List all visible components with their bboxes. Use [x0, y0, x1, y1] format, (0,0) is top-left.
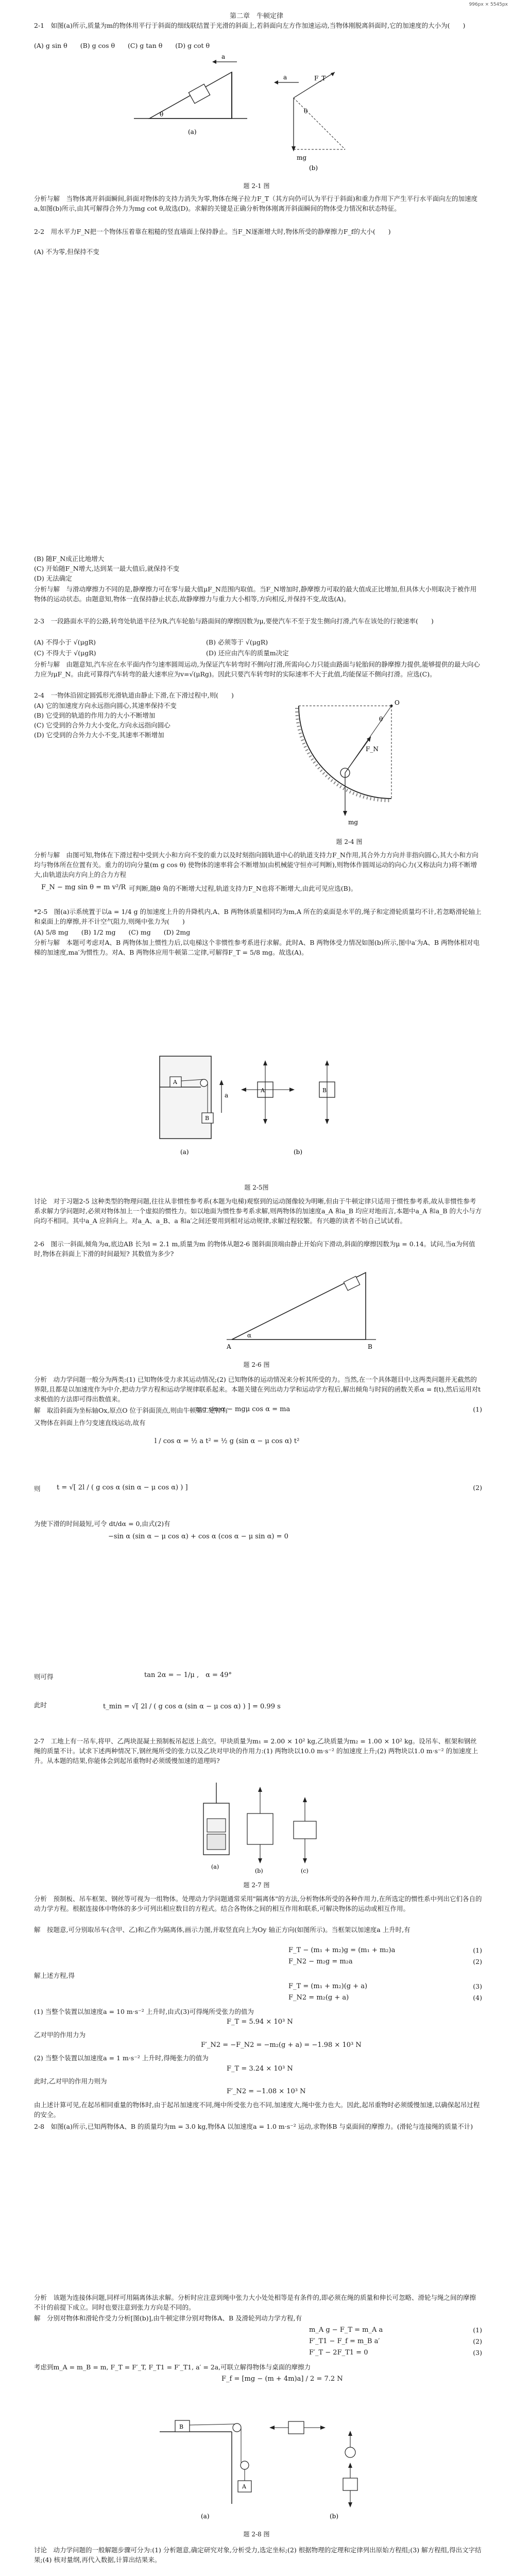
q2-1-analysis: 分析与解 当物体离开斜面瞬间,斜面对物体的支持力消失为零,物体在绳子拉力F_T（其方向仍可认为平行于斜面)和重力作用下产生平行水平面向左的加速度a,如图(b)所示,由其可解得合外力为mg cot θ,故选(D)。求解的关键是正确分析物体刚离开斜面瞬间的物体受力情况和状态特征。: [34, 195, 478, 212]
q2-6-eq2: l / cos α = ½ a t² = ½ g (sin α − μ cos α) t²: [155, 1437, 300, 1445]
theta-label: θ: [379, 716, 383, 723]
caption-2-8: 题 2-8 图: [243, 2531, 270, 2538]
fig-a-label: (a): [201, 2513, 210, 2520]
q2-2-opt-d: (D) 无法确定: [34, 574, 72, 582]
q2-7-stem: 2-7 工地上有一吊车,将甲、乙两块混凝土预制板吊起送上高空。甲块质量为m₁ = 2.00 × 10² kg,乙块质量为m₂ = 1.00 × 10² kg。设吊车、框架和钢丝绳的质量不计。试求下述两种情况下,钢丝绳所受的张力以及乙块对甲块的作用力:(1) 两物块以10.0 m·s⁻² 的加速度上升;(2) 两物块以1.0 m·s⁻² 的加速度上升。从本题的结果,你能体会到起吊重物时必须缓慢加速的道理吗?: [34, 1737, 478, 1765]
elevator-diagram: [160, 1056, 228, 1156]
q2-7-eq-c: F_T = (m₁ + m₂)(g + a): [288, 1982, 368, 1990]
point-a-label: A: [227, 1343, 231, 1350]
caption-2-5: 题 2-5图: [244, 1184, 269, 1191]
free-body-diagrams: [241, 1060, 335, 1156]
q2-7-eq-c-no: (3): [473, 1982, 482, 1990]
q2-4-analysis-end: 可判断,随θ 角的不断增大过程,轨道支持力F_N也将不断增大,由此可见应选(B)。: [129, 885, 357, 892]
q2-5-options: (A) 5/8 mg (B) 1/2 mg (C) mg (D) 2mg: [34, 928, 191, 936]
q2-7-eq-d-no: (4): [473, 1994, 482, 2002]
q2-8-eq-c: F′_T − 2F_T1 = 0: [309, 2349, 368, 2357]
accel-b-label: a: [283, 74, 287, 81]
q2-5-analysis: 分析与解 本题可考虑对A、B 两物体加上惯性力后,以电梯这个非惯性参考系进行求解。此时A、B 两物体受力情况如图(b)所示,图中a′为A、B 两物体相对电梯的加速度,ma′为惯性力。对A、B 两物体应用牛顿第二定律,可解得F_T = 5/8 mg。故选(A)。: [34, 939, 480, 956]
fig-b-label: (b): [330, 2513, 339, 2520]
q2-7-conclusion: 由上述计算可见,在起吊相同重量的物体时,由于起吊加速度不同,绳中所受张力也不同,加速度大,绳中张力也大。因此,起吊重物时必须缓慢加速,以确保起吊过程的安全。: [34, 2101, 480, 2119]
q2-7-analysis: 分析 预制板、吊车框架、钢丝等可视为一组物体。处理动力学问题通常采用"隔离体"的方法,分析物体所受的各种作用力,在所选定的惯性系中列出它们各自的动力学方程。根据连接体中物体的多少可列出相应数目的方程式。结合各物体之间的相互作用和联系,可解决物体的运动或相互作用。: [34, 1895, 482, 1912]
q2-6-analysis: 分析 动力学问题一般分为两类:(1) 已知物体受力求其运动情况;(2) 已知物体的运动情况来分析其所受的力。当然,在一个具体题目中,这两类问题并无截然的界限,且都是以加速度作为中介,把动力学方程和运动学规律联系起来。本题关键在列出动力学和运动学方程后,解出倾角与时间的函数关系α = f(t),然后运用对t 求极值的方法即可得出数值来。: [34, 1376, 481, 1403]
q2-8-eq-b: F′_T1 − F_f = m_B a′: [309, 2337, 380, 2345]
alpha-label: α: [247, 1332, 252, 1339]
q2-6-eq1: mg sin α − mgμ cos α = ma: [196, 1405, 290, 1413]
q2-4-opt-a: (A) 它的加速度方向永远指向圆心,其速率保持不变: [34, 702, 177, 709]
fbd-whole: [247, 1787, 273, 1874]
q2-1-options: (A) g sin θ (B) g cos θ (C) g tan θ (D) g cot θ: [34, 42, 210, 49]
figure-2-1: [129, 52, 366, 175]
block-a-label: A: [173, 1079, 177, 1086]
q2-7-eq-h: F′_N2 = −1.08 × 10³ N: [227, 2088, 306, 2095]
q2-6-eq5: tan 2α = − 1/μ , α = 49°: [144, 1671, 232, 1679]
q2-6-text5: 则可得: [34, 1673, 54, 1681]
q2-6-solution: 解 取沿斜面为坐标轴Ox,原点O 位于斜面顶点,则由牛顿第二定律有: [34, 1406, 228, 1414]
fig-c-label: (c): [301, 1868, 309, 1874]
fbd-b-label: B: [322, 1087, 327, 1094]
q2-4-stem: 2-4 一物体沿固定圆弧形光滑轨道由静止下滑,在下滑过程中,则( ): [34, 691, 234, 699]
q2-8-eq-d: F_f = [mg − (m + 4m)a] / 2 = 7.2 N: [221, 2375, 343, 2383]
block-b-label: B: [179, 2424, 184, 2430]
point-b-label: B: [368, 1343, 372, 1350]
q2-2-stem: 2-2 用水平力F_N把一个物体压着靠在粗糙的竖直墙面上保持静止。当F_N逐渐增大时,物体所受的静摩擦力F_f的大小( ): [34, 228, 391, 235]
fn-label: F_N: [366, 745, 379, 753]
fig-b-label: (b): [309, 164, 318, 172]
figure-2-4: [288, 696, 412, 835]
q2-7-eq-b-no: (2): [473, 1958, 482, 1965]
q2-3-opt-c: (C) 不得大于 √(μgR): [34, 649, 96, 657]
q2-2-opt-b: (B) 随F_N成正比地增大: [34, 555, 105, 563]
fbd-a-label: A: [261, 1087, 265, 1094]
caption-2-1: 题 2-1 图: [243, 182, 270, 190]
q2-8-analysis: 分析 该题为连接体问题,同样可用隔离体法求解。分析时应注意到绳中张力大小处处相等是有条件的,即必须在绳的质量和伸长可忽略、滑轮与绳之间的摩擦不计的前提下成立。同时也要注意到张力方向是不同的。: [34, 2294, 476, 2311]
tension-label: F_T: [314, 75, 326, 82]
q2-6-eq2-no: (2): [473, 1484, 482, 1492]
pulley-setup: [160, 2420, 251, 2520]
figure-2-7: [196, 1780, 340, 1878]
theta-label: θ: [160, 111, 164, 118]
q2-6-text2: 又物体在斜面上作匀变速直线运动,故有: [34, 1419, 146, 1427]
fbd-block: [294, 1797, 316, 1874]
incline-diagram: [134, 53, 247, 135]
q2-6-eq1-no: (1): [473, 1405, 482, 1413]
q2-4-opt-b: (B) 它受到的轨道的作用力的大小不断增加: [34, 711, 156, 719]
q2-4-formula: F_N − mg sin θ = m v²/R: [41, 884, 126, 891]
q2-8-eq-a-no: (1): [473, 2326, 482, 2334]
accel-label: a: [225, 1092, 229, 1099]
q2-8-eq-a: m_A g − F_T = m_A a: [309, 2326, 383, 2334]
q2-6-eq3: t = √[ 2l / ( g cos α (sin α − μ cos α) ) ]: [57, 1484, 188, 1492]
block-b-label: B: [205, 1115, 210, 1122]
q2-7-eq-d: F_N2 = m₂(g + a): [288, 1994, 349, 2002]
theta-b-label: θ: [304, 108, 308, 115]
q2-6-stem: 2-6 图示一斜面,倾角为α,底边AB 长为l = 2.1 m,质量为m 的物体从题2-6 图斜面顶端由静止开始向下滑动,斜面的摩擦因数为μ = 0.14。试问,当α为何值时,物体在斜面上下滑的时间最短? 其数值为多少?: [34, 1240, 475, 1258]
force-diagram: [274, 72, 345, 172]
fig-b-label: (b): [255, 1868, 263, 1874]
q2-3-opt-b: (B) 必须等于 √(μgR): [206, 638, 268, 646]
accel-label: a: [221, 53, 226, 60]
q2-6-text6: 此时: [34, 1701, 47, 1709]
fig-a-label: (a): [211, 1863, 219, 1870]
caption-2-4: 题 2-4 图: [336, 838, 363, 845]
q2-7-eq-a: F_T − (m₁ + m₂)g = (m₁ + m₂)a: [288, 1946, 396, 1954]
q2-7-eq-e: F_T = 5.94 × 10³ N: [227, 2018, 293, 2026]
q2-8-stem: 2-8 如图(a)所示,已知两物体A、B 的质量均为m = 3.0 kg,物体A 以加速度a = 1.0 m·s⁻² 运动,求物体B 与桌面间的摩擦力。(滑轮与连接绳的质量不计): [34, 2123, 473, 2130]
figure-2-8: [155, 2401, 391, 2524]
q2-8-solution: 解 分别对物体和滑轮作受力分析[图(b)],由牛顿定律分别对物体A、B 及滑轮列动力学方程,有: [34, 2314, 302, 2322]
mg-label: mg: [348, 819, 358, 826]
q2-8-text1: 考虑到m_A = m_B = m, F_T = F′_T, F_T1 = F′_T1, a′ = 2a,可联立解得物体与桌面的摩擦力: [34, 2363, 311, 2371]
q2-5-discussion: 讨论 对于习题2-5 这种类型的物理问题,往往从非惯性参考系(本题为电梯)观察到的运动图像较为明晰,但由于牛顿定律只适用于惯性参考系,故从非惯性参考系求解力学问题时,必须对物体加上一个虚拟的惯性力。如以地面为惯性参考系求解,则两物体的加速度a_A 和a_B 均应对地而言,本题中a_A 和a_B 的大小与方向均不相同。其中a_A 应斜向上。对a_A、a_B、a 和a′之间还要用到相对运动规律,求解过程较繁。有兴趣的读者不妨自己试试看。: [34, 1197, 482, 1225]
q2-7-eq-g: F_T = 3.24 × 10³ N: [227, 2065, 293, 2073]
center-o-label: O: [395, 699, 400, 706]
q2-1-stem: 2-1 如图(a)所示,质量为m的物体用平行于斜面的细线联结置于光滑的斜面上,若斜面向左方作加速运动,当物体刚脱离斜面时,它的加速度的大小为( ): [34, 22, 466, 29]
q2-7-text5: 此时,乙对甲的作用力则为: [34, 2077, 107, 2085]
q2-7-eq-f: F′_N2 = −F_N2 = −m₂(g + a) = −1.98 × 10³ N: [201, 2041, 362, 2049]
q2-6-text4: 为使下滑的时间最短,可令 dt/dα = 0,由式(2)有: [34, 1520, 170, 1528]
q2-6-text3: 则: [34, 1485, 41, 1493]
q2-2-opt-c: (C) 开始随F_N增大,达到某一最大值后,就保持不变: [34, 565, 180, 572]
q2-7-solution: 解 按题意,可分别取吊车(含甲、乙)和乙作为隔离体,画示力图,并取竖直向上为Oy 轴正方向(如图所示)。当框架以加速度a 上升时,有: [34, 1926, 411, 1934]
q2-8-eq-c-no: (3): [473, 2349, 482, 2357]
q2-7-text2: (1) 当整个装置以加速度a = 10 m·s⁻² 上升时,由式(3)可得绳所受张力的值为: [34, 2008, 254, 2015]
q2-7-text3: 乙对甲的作用力为: [34, 2031, 86, 2039]
q2-2-analysis: 分析与解 与滑动摩擦力不同的是,静摩擦力可在零与最大值μF_N范围内取值。当F_N增加时,静摩擦力可取的最大值成正比增加,但具体大小则取决于被作用物体的运动状态。由题意知,物体一直保持静止状态,故静摩擦力与重力大小相等,方向相反,并保持不变,故选(A)。: [34, 585, 477, 603]
q2-4-opt-c: (C) 它受到的合外力大小变化,方向永远指向圆心: [34, 721, 170, 729]
q2-8-eq-b-no: (2): [473, 2337, 482, 2345]
q2-4-analysis: 分析与解 由图可知,物体在下滑过程中受到大小和方向不变的重力以及时刻指向圆轨道中心的轨道支持力F_N作用,其合外力方向并非指向圆心,其大小和方向均与物体所在位置有关。重力的切向分量(m g cos θ) 使物体的速率将会不断增加(由机械能守恒亦可判断),则物体作圆周运动的向心力(又称法向力)将不断增大,由轨道法向方向上的合力方程: [34, 851, 478, 878]
fig-a-label: (a): [188, 128, 197, 135]
block-a-label: A: [242, 2483, 246, 2490]
q2-7-text1: 解上述方程,得: [34, 1972, 75, 1979]
q2-6-eq6: t_min = √[ 2l / ( g cos α (sin α − μ cos α) ) ] = 0.99 s: [103, 1703, 281, 1710]
q2-5-stem: *2-5 图(a)示系统置于以a = 1/4 g 的加速度上升的升降机内,A、B 两物体质量相同均为m,A 所在的桌面是水平的,绳子和定滑轮质量均不计,若忽略滑轮轴上和桌面上的摩擦,并不计空气阻力,则绳中张力为( ): [34, 908, 482, 925]
q2-3-stem: 2-3 一段路面水平的公路,转弯处轨道半径为R,汽车轮胎与路面间的摩擦因数为μ,要使汽车不至于发生侧向打滑,汽车在该处的行驶速率( ): [34, 617, 434, 625]
q2-4-opt-d: (D) 它受到的合外力大小不变,其速率不断增加: [34, 731, 164, 739]
q2-2-opt-a: (A) 不为零,但保持不变: [34, 248, 99, 256]
q2-3-opt-a: (A) 不得小于 √(μgR): [34, 638, 96, 646]
q2-3-opt-d: (D) 还应由汽车的质量m决定: [206, 649, 289, 657]
figure-2-5: [155, 1051, 371, 1180]
caption-2-6: 题 2-6 图: [243, 1361, 270, 1368]
q2-7-eq-b: F_N2 − m₂g = m₂a: [288, 1958, 353, 1965]
caption-2-7: 题 2-7 图: [243, 1882, 270, 1889]
mg-label: mg: [297, 154, 307, 161]
figure-2-6: [221, 1262, 386, 1355]
q2-7-text4: (2) 当整个装置以加速度a = 1 m·s⁻² 上升时,得绳张力的值为: [34, 2054, 209, 2062]
crane-diagram: [203, 1783, 229, 1870]
q2-3-analysis: 分析与解 由题意知,汽车应在水平面内作匀速率圆周运动,为保证汽车转弯时不侧向打滑,所需向心力只能由路面与轮胎间的静摩擦力提供,能够提供的最大向心力应为μF_N。由此可算得汽车转弯的最大速率应为v=√(μRg)。因此只要汽车转弯时的实际速率不大于此值,均能保证不侧向打滑。应选(C)。: [34, 660, 480, 678]
pulley-fbd: [269, 2421, 357, 2520]
q2-7-eq-a-no: (1): [473, 1946, 482, 1954]
fig-a-label: (a): [180, 1148, 189, 1156]
top-label: 996px × 5545px: [469, 2, 508, 7]
q2-6-eq4: −sin α (sin α − μ cos α) + cos α (cos α − μ sin α) = 0: [108, 1533, 288, 1540]
q2-8-discussion: 讨论 动力学问题的一般解题步骤可分为:(1) 分析题意,确定研究对象,分析受力,选定坐标;(2) 根据物理的定理和定律列出原始方程组;(3) 解方程组,得出文字结果;(4) 核对量纲,再代入数据,计算出结果来。: [34, 2546, 482, 2564]
chapter-title: 第二章 牛顿定律: [229, 12, 283, 20]
fig-b-label: (b): [294, 1148, 303, 1156]
